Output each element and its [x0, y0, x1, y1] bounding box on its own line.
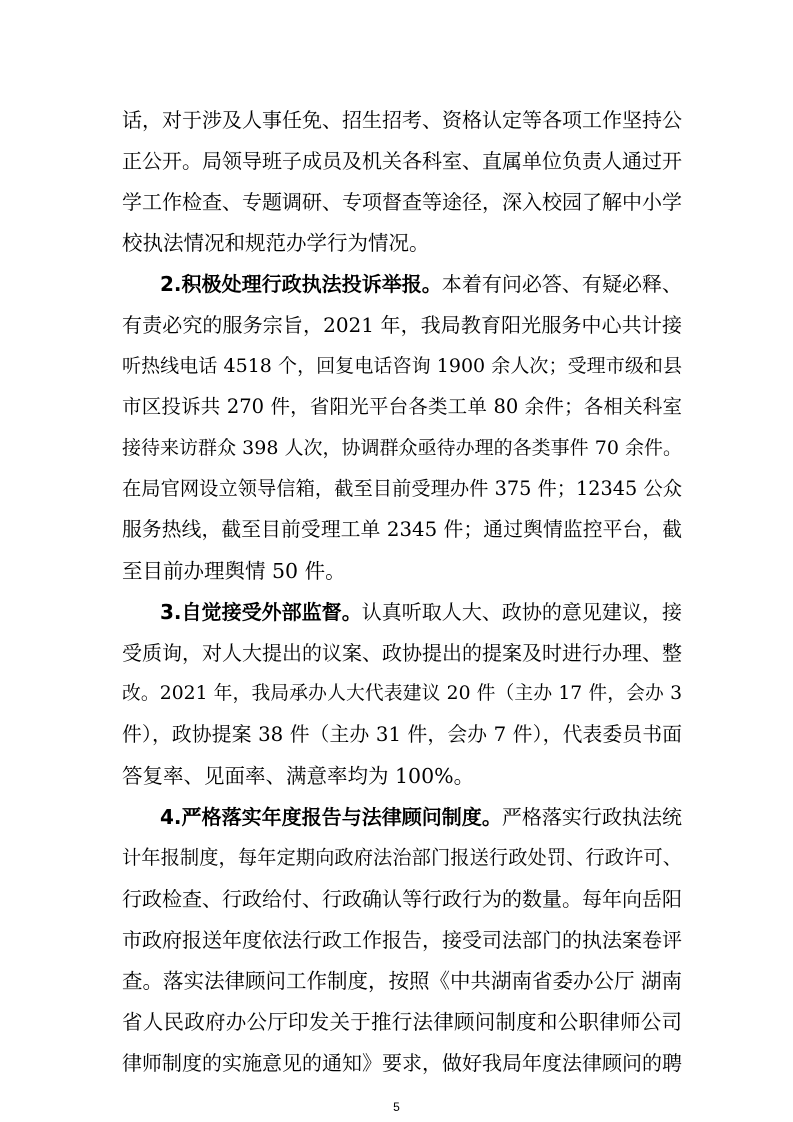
paragraph-2-line-7: 服务热线，截至目前受理工单 2345 件；通过舆情监控平台，截: [122, 518, 682, 541]
paragraph-1-line-2: 正公开。局领导班子成员及机关各科室、直属单位负责人通过开: [122, 149, 682, 173]
paragraph-2-line-6: 在局官网设立领导信箱，截至目前受理办件 375 件；12345 公众: [122, 477, 682, 500]
paragraph-2-first-line: [160, 266, 682, 302]
paragraph-3-line-5: 答复率、见面率、满意率均为 100%。: [122, 764, 475, 788]
paragraph-2-line-3: 听热线电话 4518 个，回复电话咨询 1900 余人次；受理市级和县: [122, 355, 682, 377]
paragraph-2-heading: 2.积极处理行政执法投诉举报。: [160, 272, 442, 296]
paragraph-1-line-4: 校执法情况和规范办学行为情况。: [122, 231, 430, 255]
paragraph-4-first-line-text: 严格落实行政执法统: [501, 805, 682, 829]
paragraph-2-line-5: 接待来访群众 398 人次，协调群众亟待办理的各类事件 70 余件。: [122, 437, 682, 459]
paragraph-1-line-3: 学工作检查、专题调研、专项督查等途径，深入校园了解中小学: [122, 190, 682, 214]
paragraph-4-line-7: 律师制度的实施意见的通知》要求，做好我局年度法律顾问的聘: [122, 1051, 682, 1075]
paragraph-4-line-3: 行政检查、行政给付、行政确认等行政行为的数量。每年向岳阳: [122, 887, 682, 911]
paragraph-2-line-4: 市区投诉共 270 件，省阳光平台各类工单 80 余件；各相关科室: [122, 395, 682, 418]
paragraph-4-heading: 4.严格落实年度报告与法律顾问制度。: [160, 805, 502, 829]
paragraph-4-first-line: [160, 799, 682, 835]
paragraph-2-first-line-text: 本着有问必答、有疑必释、: [441, 272, 683, 296]
paragraph-4-line-6: 省人民政府办公厅印发关于推行法律顾问制度和公职律师公司: [122, 1010, 682, 1034]
paragraph-4-line-4: 市政府报送年度依法行政工作报告，接受司法部门的执法案卷评: [122, 928, 682, 952]
paragraph-1-line-1: 话，对于涉及人事任免、招生招考、资格认定等各项工作坚持公: [122, 108, 682, 132]
paragraph-3-first-line: [160, 594, 682, 630]
paragraph-3-line-3: 改。2021 年，我局承办人大代表建议 20 件（主办 17 件，会办 3: [122, 683, 682, 704]
paragraph-4-line-5: 查。落实法律顾问工作制度，按照《中共湖南省委办公厅 湖南: [122, 969, 683, 993]
paragraph-2-line-8: 至目前办理舆情 50 件。: [122, 559, 346, 583]
page-number: 5: [393, 1100, 400, 1114]
paragraph-3-heading: 3.自觉接受外部监督。: [160, 600, 362, 624]
paragraph-3-line-2: 受质询，对人大提出的议案、政协提出的提案及时进行办理、整: [122, 641, 682, 665]
paragraph-3-line-4: 件），政协提案 38 件（主办 31 件，会办 7 件），代表委员书面: [122, 723, 682, 746]
paragraph-2-line-2: 有责必究的服务宗旨，2021 年，我局教育阳光服务中心共计接: [122, 313, 682, 337]
paragraph-4-line-2: 计年报制度，每年定期向政府法治部门报送行政处罚、行政许可、: [122, 846, 682, 869]
paragraph-3-first-line-text: 认真听取人大、政协的意见建议，接: [361, 600, 683, 624]
